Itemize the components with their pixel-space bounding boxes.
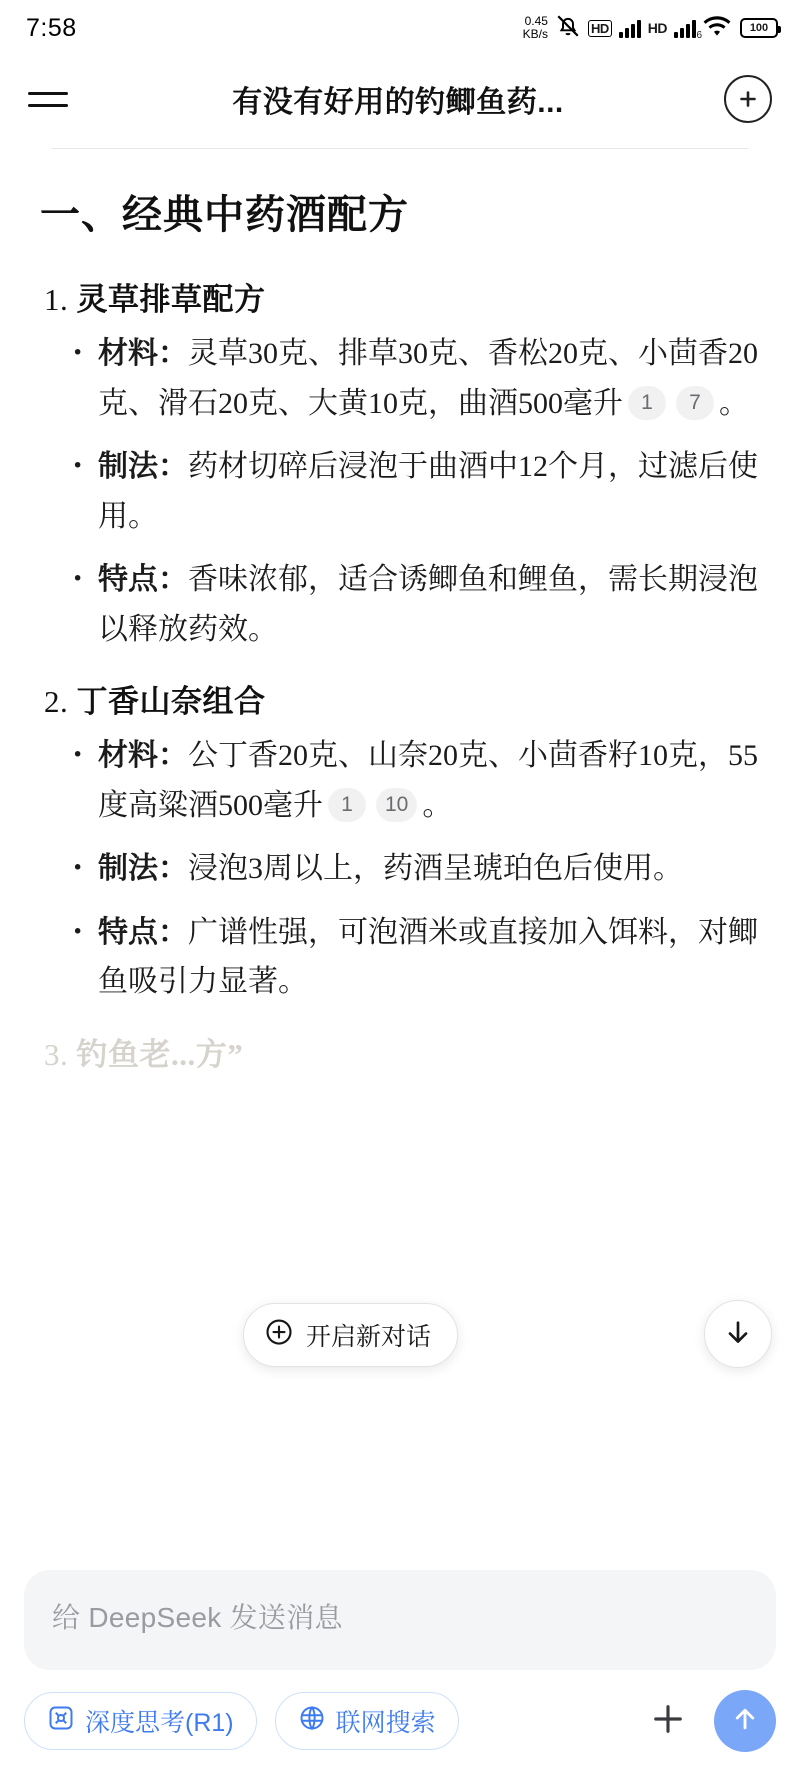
new-conversation-button[interactable]	[724, 75, 772, 123]
message-input-placeholder: 给 DeepSeek 发送消息	[52, 1602, 343, 1633]
app-header	[0, 56, 800, 142]
citation-badge[interactable]: 1	[628, 386, 666, 420]
message-input[interactable]	[24, 1570, 776, 1670]
list-item	[36, 908, 764, 1007]
status-icons	[523, 13, 778, 44]
list-item	[36, 676, 764, 1007]
section-title: 丁香山奈组合	[76, 684, 266, 719]
new-chat-label: 开启新对话	[306, 1323, 432, 1351]
section-title: 灵草排草配方	[76, 282, 266, 317]
new-chat-button[interactable]	[243, 1303, 458, 1367]
bell-muted-icon	[555, 13, 581, 44]
list-item	[36, 844, 764, 894]
hd-badge-icon: HD	[588, 20, 612, 37]
section-number: 1.	[44, 282, 69, 317]
hamburger-menu-icon[interactable]	[28, 77, 72, 121]
bullet-list	[36, 731, 764, 1007]
list-item	[36, 442, 764, 541]
deep-think-toggle[interactable]	[24, 1692, 257, 1750]
section-number: 3.	[44, 1036, 69, 1072]
bullet-text: 香味浓郁，适合诱鲫鱼和鲤鱼，需长期浸泡以释放药效。	[98, 563, 758, 646]
citation-badge[interactable]: 1	[328, 788, 366, 822]
status-time: 7:58	[26, 13, 77, 42]
scroll-to-bottom-button[interactable]	[704, 1300, 772, 1368]
heading-1: 一、经典中药酒配方	[40, 192, 409, 237]
bullet-label: 制法：	[98, 852, 188, 885]
signal-bars-secondary-icon	[674, 19, 702, 41]
bullet-list	[36, 329, 764, 654]
web-search-toggle[interactable]	[275, 1692, 459, 1750]
section-title: 钓鱼老...方”	[76, 1036, 244, 1072]
arrow-up-icon	[730, 1704, 760, 1739]
citation-badge[interactable]: 7	[676, 386, 714, 420]
arrow-down-icon	[722, 1316, 754, 1353]
deepthink-icon	[47, 1704, 75, 1739]
hd-text-icon: HD	[647, 20, 667, 36]
plus-circle-icon	[264, 1317, 294, 1354]
bullet-text: 公丁香20克、山奈20克、小茴香籽10克，55度高粱酒500毫升	[98, 739, 758, 822]
status-bar	[0, 0, 800, 56]
bullet-label: 材料：	[98, 739, 188, 772]
bullet-label: 特点：	[98, 915, 188, 949]
bullet-text-tail: 。	[422, 788, 453, 822]
plus-circle-icon	[735, 86, 761, 112]
composer-actions	[24, 1690, 776, 1752]
bullet-text-tail: 。	[719, 386, 749, 420]
bullet-text: 灵草30克、排草30克、香松20克、小茴香20克、滑石20克、大黄10克，曲酒500毫升	[98, 337, 758, 420]
message-content	[0, 149, 800, 1074]
network-speed-unit: KB/s	[522, 27, 548, 41]
bullet-text: 广谱性强，可泡酒米或直接加入饵料，对鲫鱼吸引力显著。	[98, 915, 758, 998]
citation-badge[interactable]: 10	[376, 788, 417, 822]
battery-level-label: 100	[749, 22, 769, 34]
plus-icon	[647, 1698, 689, 1745]
list-item	[36, 274, 764, 654]
next-section-heading-faded	[44, 1029, 764, 1074]
send-button[interactable]	[714, 1690, 776, 1752]
page-title: 有没有好用的钓鲫鱼药...	[232, 86, 564, 119]
section-number: 2.	[44, 684, 69, 719]
deep-think-label: 深度思考(R1)	[85, 1709, 234, 1737]
list-item	[36, 329, 764, 428]
bullet-label: 材料：	[98, 337, 188, 370]
list-item	[36, 555, 764, 654]
bullet-label: 特点：	[98, 563, 188, 596]
signal-bars-icon	[619, 19, 641, 38]
section-heading	[44, 274, 764, 319]
section-heading	[44, 676, 764, 721]
web-search-label: 联网搜索	[335, 1709, 436, 1737]
globe-icon	[298, 1704, 326, 1739]
network-speed-value: 0.45	[524, 14, 548, 29]
signal-sub-label: 6	[696, 29, 702, 41]
bullet-text: 浸泡3周以上，药酒呈琥珀色后使用。	[188, 852, 683, 885]
attach-button[interactable]	[640, 1693, 696, 1749]
wifi-icon	[703, 15, 731, 42]
composer	[0, 1552, 800, 1778]
bullet-text: 药材切碎后浸泡于曲酒中12个月，过滤后使用。	[98, 450, 758, 533]
network-speed	[523, 15, 548, 40]
battery-icon	[740, 18, 778, 38]
bullet-label: 制法：	[98, 450, 188, 483]
list-item	[36, 731, 764, 830]
